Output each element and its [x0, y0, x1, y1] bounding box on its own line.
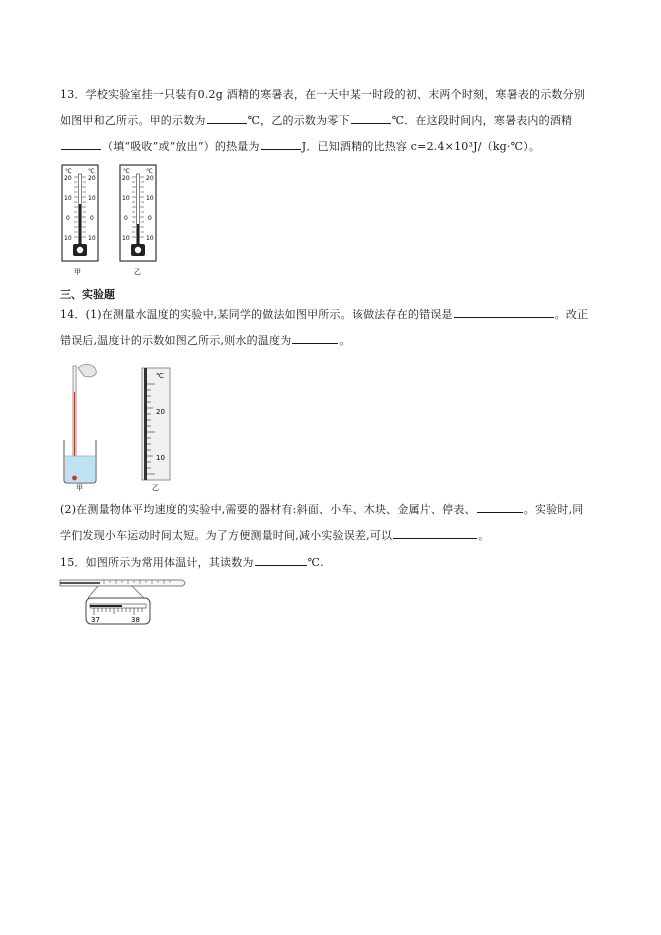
q15-line-1	[60, 555, 324, 570]
q14-blank-3[interactable]	[477, 502, 523, 513]
thermo-a-tick-10-left: 10	[64, 195, 72, 202]
q14-text-1b: 。改正	[554, 308, 589, 321]
q14-text-3b: 。实验时,同	[523, 503, 584, 516]
q14-text-3a: (2)在测量物体平均速度的实验中,需要的器材有:斜面、小车、木块、金属片、停表、	[60, 503, 476, 516]
thermo-b-unit-left: ℃	[123, 168, 130, 175]
thermo-b-tick-0-right: 0	[148, 215, 152, 222]
q14-text-2a: 错误后,温度计的示数如图乙所示,则水的温度为	[60, 334, 292, 347]
thermometer-magnified-scale	[86, 598, 150, 624]
thermometer-a	[62, 165, 98, 261]
q13-text-3a: （填“吸收”或“放出”）的热量为	[102, 140, 260, 153]
q14-line-3	[60, 502, 584, 517]
q14-text-1a: 14．(1)在测量水温度的实验中,某同学的做法如图甲所示。该做法存在的错误是	[60, 308, 453, 321]
thermo-b-tick-20-right: 20	[146, 175, 154, 182]
q13-thermometer-figure	[60, 162, 170, 278]
thermo-b-tick-20-left: 20	[122, 175, 130, 182]
q13-blank-1[interactable]	[207, 113, 247, 124]
q14-text-4b: 。	[478, 529, 490, 542]
fig-a-label: 甲	[76, 484, 83, 492]
q13-text-2a: 如图甲和乙所示。甲的示数为	[60, 114, 206, 127]
thermo-a-tick-20-left: 20	[64, 175, 72, 182]
thermo-b-tick-0-left: 0	[124, 215, 128, 222]
fig-b-label: 乙	[152, 484, 159, 492]
thermo-a-tick-0-right: 0	[90, 215, 94, 222]
thermo-a-tick-m10-left: 10	[64, 235, 72, 242]
section-title: 三、实验题	[60, 288, 115, 301]
q14-text-2b: 。	[339, 334, 351, 347]
thermo-a-tick-m10-right: 10	[88, 235, 96, 242]
thermo-a-unit-right: ℃	[88, 168, 95, 175]
q13-line-2	[60, 113, 572, 128]
thermo-a-tick-0-left: 0	[66, 215, 70, 222]
q14-line-4	[60, 528, 489, 543]
q14-text-4a: 学们发现小车运动时间太短。为了方便测量时间,减小实验误差,可以	[60, 529, 393, 542]
thermo-b-tick-10-left: 10	[122, 195, 130, 202]
thermo-b-label: 乙	[134, 268, 141, 276]
q13-line-1	[60, 88, 585, 102]
q13-line-3	[60, 139, 540, 154]
q13-blank-3[interactable]	[61, 139, 101, 150]
thermometer-scale-closeup	[142, 368, 170, 480]
q13-text-2b: ℃，乙的示数为零下	[247, 114, 350, 127]
q13-text-2c: ℃．在这段时间内，寒暑表内的酒精	[391, 114, 573, 127]
clinical-thermometer	[60, 580, 185, 598]
thermo-b-tick-m10-left: 10	[122, 235, 130, 242]
thermo-a-label: 甲	[74, 268, 81, 276]
q15-text-1b: ℃.	[307, 556, 324, 569]
thermo-b-unit-right: ℃	[146, 168, 153, 175]
beaker-with-thermometer	[64, 364, 96, 483]
thermo-a-tick-20-right: 20	[88, 175, 96, 182]
q13-text-3b: J．已知酒精的比热容 c=2.4×10³J/（kg·℃）。	[301, 140, 541, 153]
q13-blank-2[interactable]	[351, 113, 391, 124]
thermo-a-unit-left: ℃	[65, 168, 72, 175]
q15-blank-1[interactable]	[255, 555, 307, 566]
q14-figure	[60, 362, 180, 492]
clinical-thermometer-figure	[58, 574, 192, 626]
q14-blank-2[interactable]	[292, 333, 338, 344]
q15-text-1a: 15．如图所示为常用体温计，其读数为	[60, 556, 254, 569]
thermometer-b	[120, 165, 156, 261]
closeup-tick-20: 20	[156, 408, 165, 416]
q14-blank-1[interactable]	[454, 307, 554, 318]
thermo-b-tick-10-right: 10	[146, 195, 154, 202]
closeup-unit: ℃	[156, 372, 164, 380]
q14-line-2	[60, 333, 351, 348]
thermo-b-tick-m10-right: 10	[146, 235, 154, 242]
scale-label-37: 37	[91, 616, 100, 624]
q13-blank-4[interactable]	[261, 139, 301, 150]
q14-line-1	[60, 307, 588, 322]
q13-text-1: 13．学校实验室挂一只装有0.2g 酒精的寒暑表，在一天中某一时段的初、末两个时刻，寒暑表的示数分别	[60, 88, 586, 101]
q14-blank-4[interactable]	[393, 528, 477, 539]
scale-label-38: 38	[131, 616, 140, 624]
closeup-tick-10: 10	[156, 454, 165, 462]
thermo-a-tick-10-right: 10	[88, 195, 96, 202]
